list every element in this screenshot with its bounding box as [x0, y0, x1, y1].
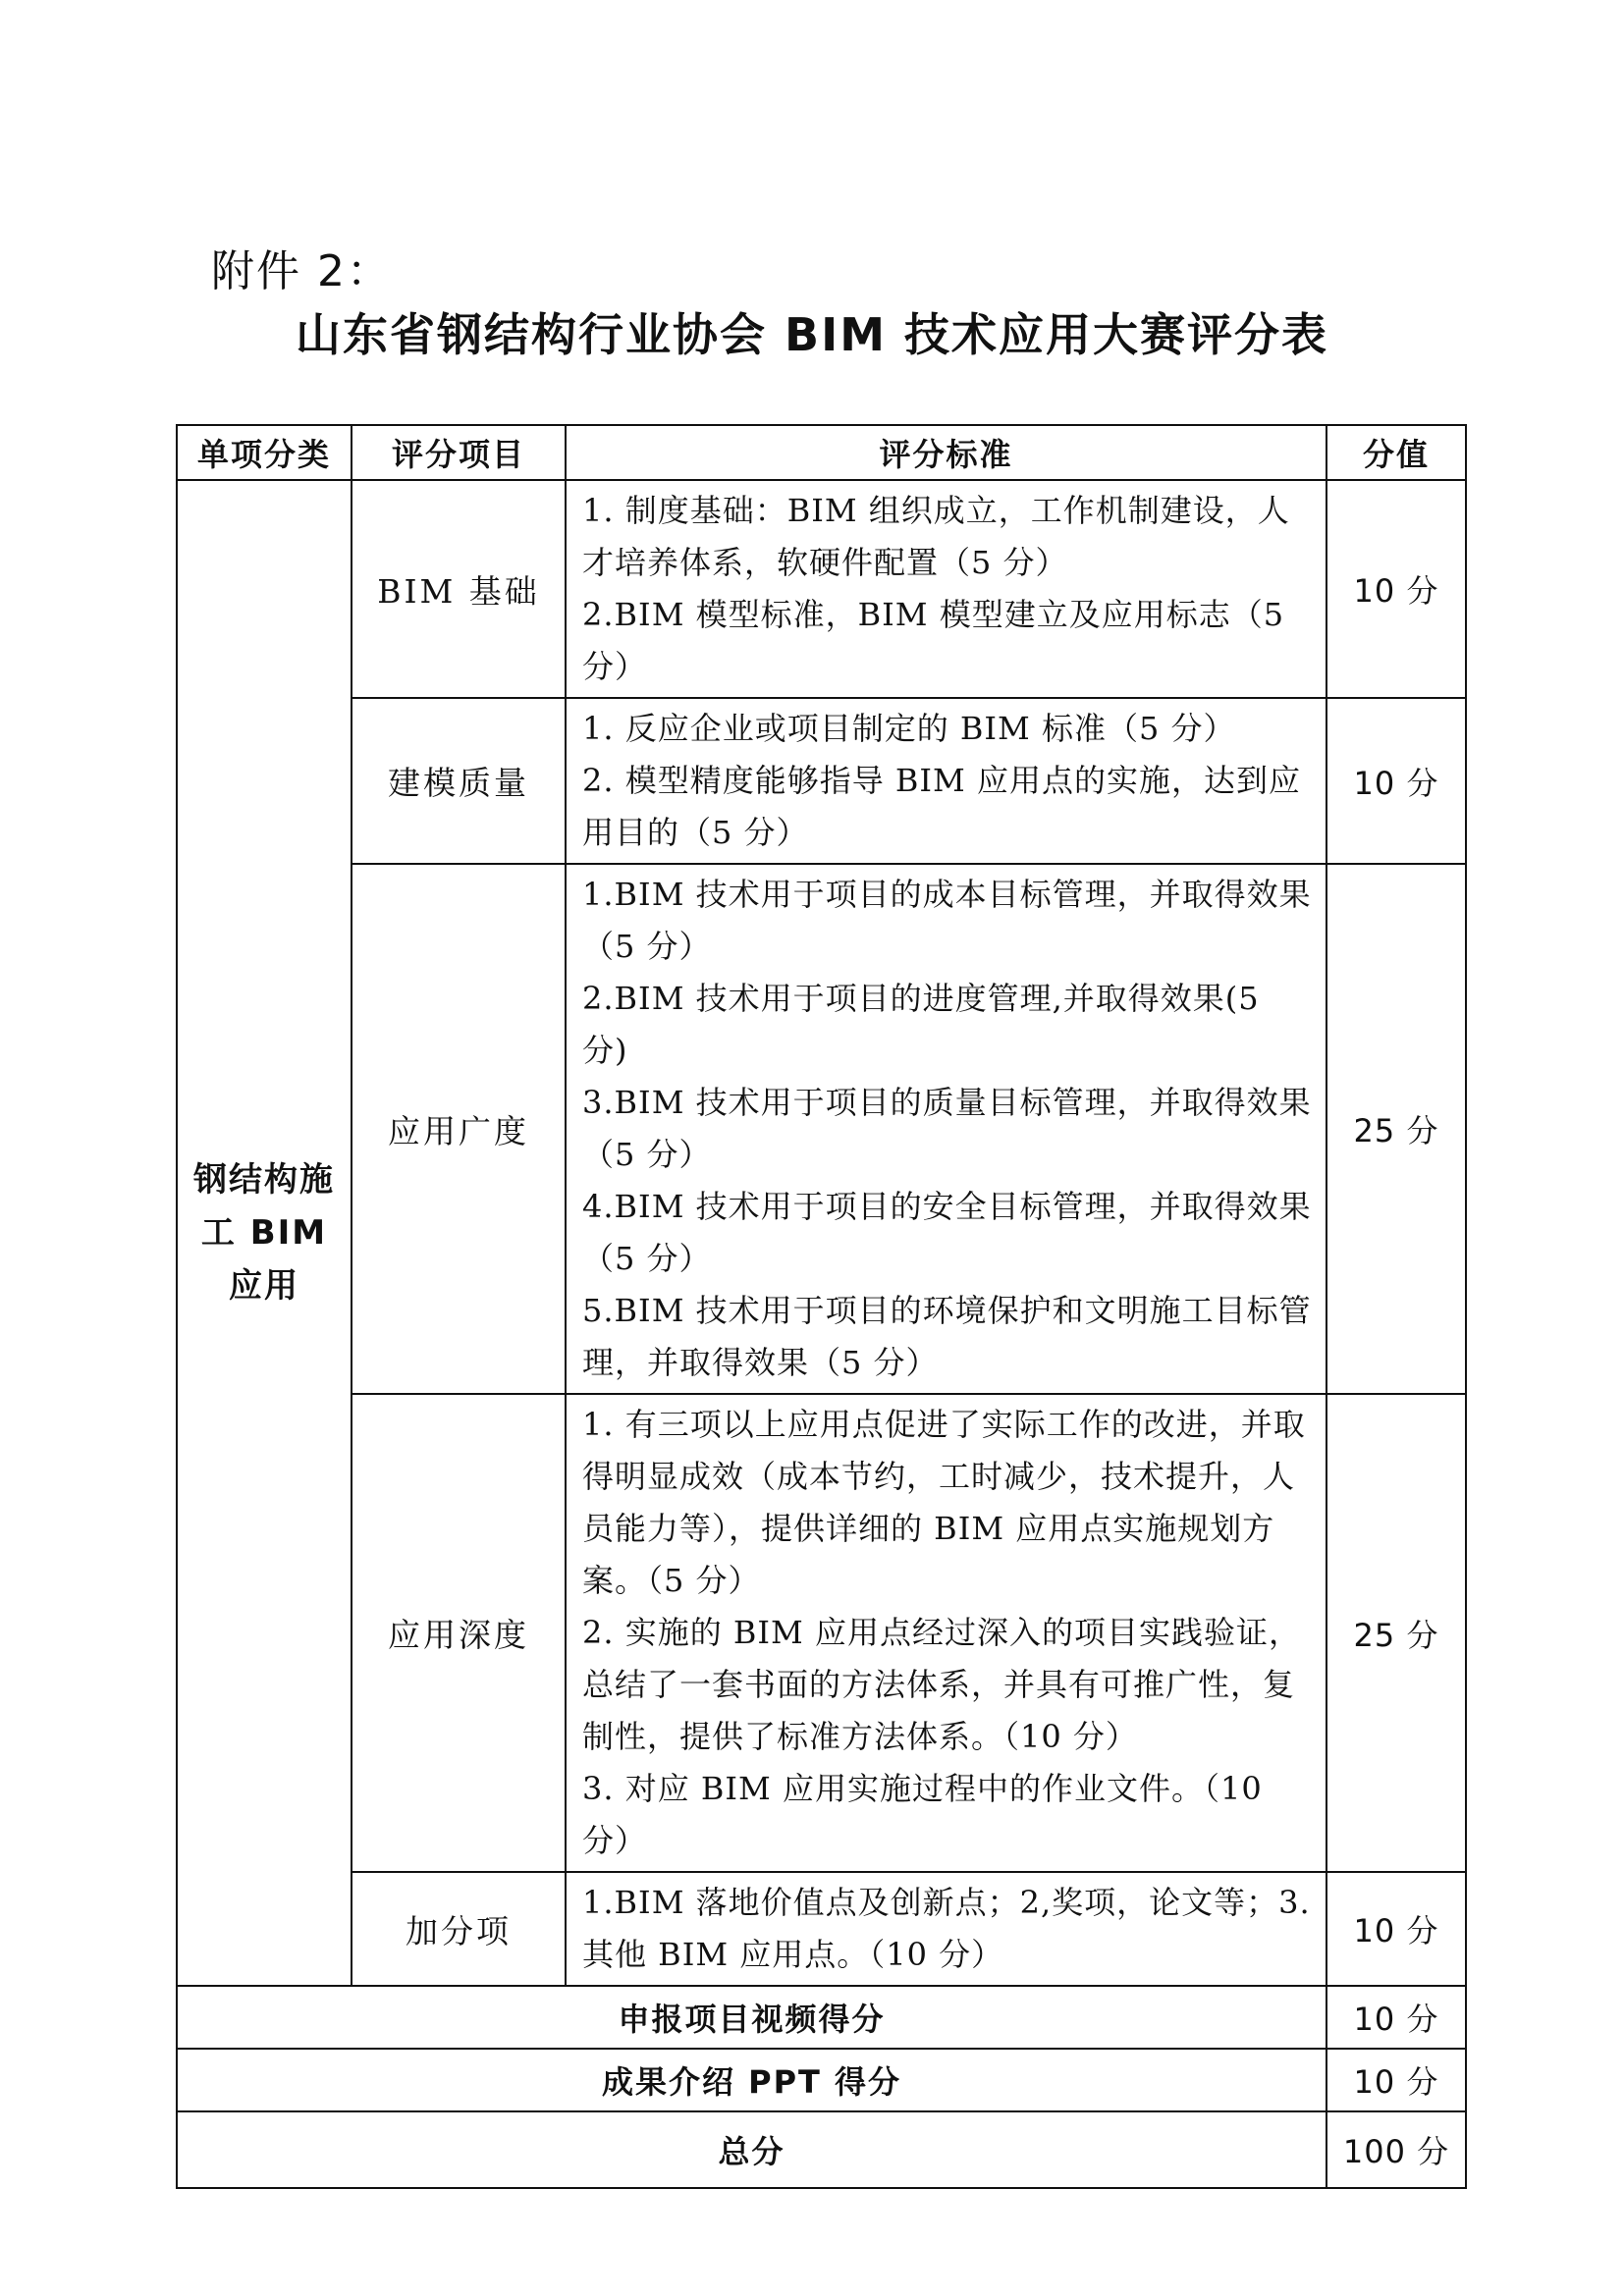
table-row [177, 1394, 1466, 1872]
criteria-line: 1. 制度基础：BIM 组织成立，工作机制建设，人才培养体系，软硬件配置（5 分） [582, 492, 1290, 581]
item-cell: 应用广度 [352, 864, 566, 1394]
score-cell: 25 分 [1326, 864, 1466, 1394]
category-cell: 钢结构施工 BIM 应用 [177, 480, 352, 1986]
table-header-row [177, 425, 1466, 480]
summary-score: 100 分 [1326, 2111, 1466, 2188]
column-header: 分值 [1326, 425, 1466, 480]
criteria-cell [566, 1394, 1326, 1872]
summary-score: 10 分 [1326, 2049, 1466, 2111]
score-cell: 10 分 [1326, 1872, 1466, 1986]
summary-label: 成果介绍 PPT 得分 [177, 2049, 1326, 2111]
column-header: 评分标准 [566, 425, 1326, 480]
summary-label: 申报项目视频得分 [177, 1986, 1326, 2049]
criteria-cell [566, 480, 1326, 698]
table-row [177, 480, 1466, 698]
attachment-label: 附件 2： [211, 246, 392, 296]
criteria-cell [566, 1872, 1326, 1986]
criteria-cell [566, 864, 1326, 1394]
criteria-line: 2. 实施的 BIM 应用点经过深入的项目实践验证，总结了一套书面的方法体系，并具有可推广性，复制性，提供了标准方法体系。（10 分） [582, 1614, 1301, 1755]
criteria-cell [566, 698, 1326, 864]
column-header: 评分项目 [352, 425, 566, 480]
summary-label: 总分 [177, 2111, 1326, 2188]
table-row [177, 864, 1466, 1394]
table-row [177, 1872, 1466, 1986]
column-header: 单项分类 [177, 425, 352, 480]
summary-score: 10 分 [1326, 1986, 1466, 2049]
score-cell: 10 分 [1326, 698, 1466, 864]
table-row [177, 698, 1466, 864]
summary-row [177, 1986, 1466, 2049]
criteria-line: 2.BIM 模型标准，BIM 模型建立及应用标志（5 分） [582, 596, 1285, 685]
item-cell: 加分项 [352, 1872, 566, 1986]
score-cell: 10 分 [1326, 480, 1466, 698]
criteria-line: 2. 模型精度能够指导 BIM 应用点的实施，达到应用目的（5 分） [582, 762, 1301, 851]
criteria-line: 4.BIM 技术用于项目的安全目标管理，并取得效果（5 分） [582, 1188, 1312, 1277]
criteria-line: 3. 对应 BIM 应用实施过程中的作业文件。（10 分） [582, 1770, 1263, 1859]
item-cell: 建模质量 [352, 698, 566, 864]
score-cell: 25 分 [1326, 1394, 1466, 1872]
criteria-line: 1. 有三项以上应用点促进了实际工作的改进，并取得明显成效（成本节约，工时减少，技术提升，人员能力等），提供详细的 BIM 应用点实施规划方案。（5 分） [582, 1406, 1306, 1599]
criteria-line: 3.BIM 技术用于项目的质量目标管理，并取得效果（5 分） [582, 1084, 1312, 1173]
scoring-table [176, 424, 1467, 2189]
page-title: 山东省钢结构行业协会 BIM 技术应用大赛评分表 [296, 308, 1328, 361]
item-cell: 应用深度 [352, 1394, 566, 1872]
criteria-line: 5.BIM 技术用于项目的环境保护和文明施工目标管理，并取得效果（5 分） [582, 1292, 1312, 1381]
criteria-line: 2.BIM 技术用于项目的进度管理,并取得效果(5 分) [582, 980, 1260, 1069]
criteria-line: 1.BIM 技术用于项目的成本目标管理，并取得效果（5 分） [582, 876, 1312, 965]
summary-row [177, 2049, 1466, 2111]
item-cell: BIM 基础 [352, 480, 566, 698]
criteria-line: 1. 反应企业或项目制定的 BIM 标准（5 分） [582, 710, 1236, 747]
summary-row [177, 2111, 1466, 2188]
criteria-line: 1.BIM 落地价值点及创新点；2,奖项，论文等；3. 其他 BIM 应用点。（10 分） [582, 1884, 1311, 1973]
